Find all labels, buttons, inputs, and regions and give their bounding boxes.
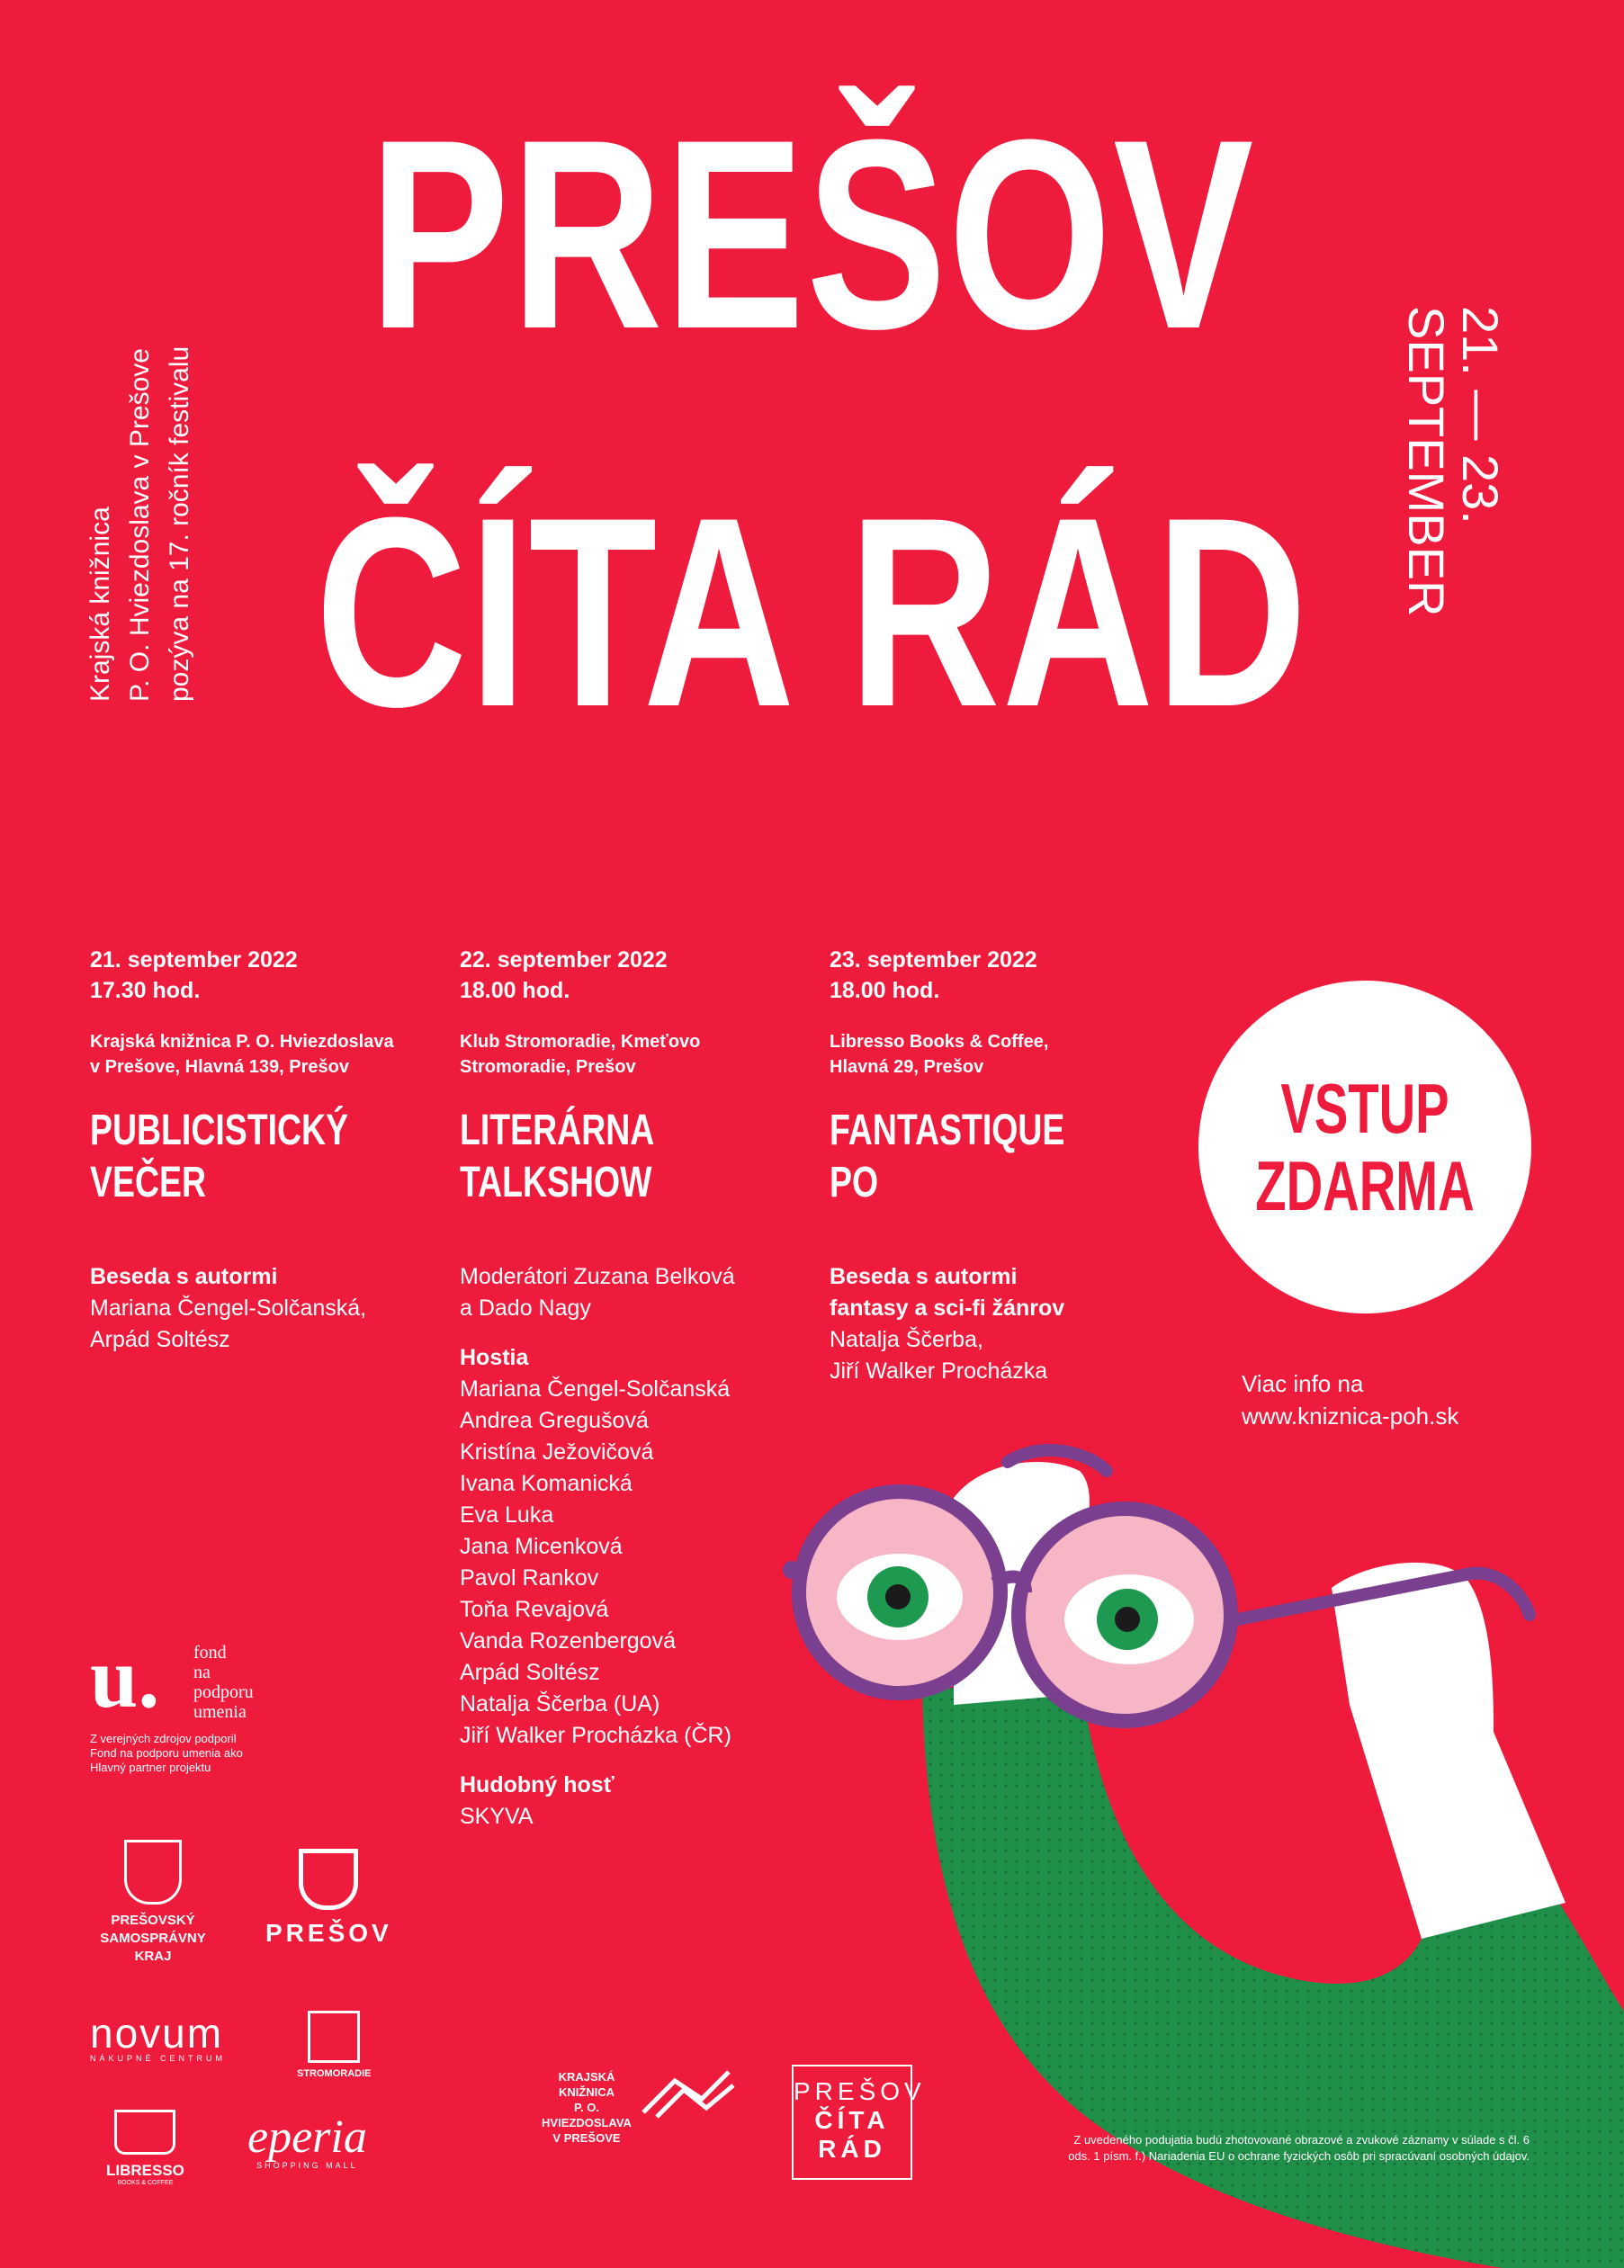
moderators-line-1: Moderátori Zuzana Belková bbox=[460, 1264, 735, 1289]
event-time: 18.00 hod. bbox=[830, 978, 940, 1003]
guest-name: Jiří Walker Procházka (ČR) bbox=[460, 1723, 731, 1748]
stromoradie-logo bbox=[297, 2011, 372, 2079]
event-desc-line-1: Natalja Ščerba, bbox=[830, 1327, 983, 1352]
right-pupil bbox=[1115, 1607, 1140, 1632]
legal-line-1: Z uvedeného podujatia budú zhotovované obrazové a zvukové záznamy v súlade s čl. 6 bbox=[1073, 2133, 1530, 2147]
event-title-line-2: TALKSHOW bbox=[460, 1159, 652, 1206]
event-date: 23. september 2022 bbox=[830, 947, 1037, 973]
libresso-logo bbox=[106, 2110, 184, 2186]
event-desc-heading-1: Beseda s autormi bbox=[830, 1264, 1018, 1289]
event-place-line-1: Krajská knižnica P. O. Hviezdoslava bbox=[90, 1032, 394, 1052]
event-title bbox=[90, 1105, 371, 1209]
pcr-line-1: PREŠOV bbox=[794, 2077, 926, 2105]
event-description bbox=[830, 1261, 1189, 1387]
event-desc-line-1: Mariana Čengel-Solčanská, bbox=[90, 1295, 367, 1321]
guest-name: Arpád Soltész bbox=[460, 1660, 600, 1685]
event-column-2 bbox=[460, 945, 820, 1833]
fpu-note bbox=[90, 1732, 324, 1775]
guest-name: Vanda Rozenbergová bbox=[460, 1628, 676, 1654]
fond-na-podporu-umenia-logo bbox=[90, 1629, 254, 1774]
event-desc-line-2: Jiří Walker Procházka bbox=[830, 1358, 1048, 1384]
intro-line-2: P. O. Hviezdoslava v Prešove bbox=[125, 348, 155, 702]
fpu-note-line-1: Z verejných zdrojov podporil bbox=[90, 1732, 237, 1745]
event-description bbox=[90, 1261, 450, 1356]
title-line-2: ČÍTA RÁD bbox=[315, 461, 1309, 763]
guests-heading: Hostia bbox=[460, 1345, 529, 1370]
presov-shield-icon bbox=[299, 1849, 358, 1910]
event-music-guest bbox=[460, 1770, 820, 1833]
guest-name: Andrea Gregušová bbox=[460, 1408, 649, 1433]
eperia-text: eperia bbox=[247, 2111, 367, 2163]
event-date: 21. september 2022 bbox=[90, 947, 298, 973]
guest-name: Eva Luka bbox=[460, 1502, 554, 1528]
guest-name: Toňa Revajová bbox=[460, 1597, 609, 1622]
guest-name: Natalja Ščerba (UA) bbox=[460, 1691, 660, 1717]
badge-line-1: VSTUP bbox=[1280, 1069, 1449, 1148]
event-title-line-1: PUBLICISTICKÝ bbox=[90, 1107, 349, 1154]
guest-name: Mariana Čengel-Solčanská bbox=[460, 1376, 731, 1402]
legal-line-2: ods. 1 písm. f.) Nariadenia EU o ochrane fyzických osôb pri spracúvaní osobných údajov. bbox=[1068, 2149, 1530, 2163]
libresso-subtext: BOOKS & COFFEE bbox=[117, 2180, 174, 2186]
psk-logo bbox=[90, 1840, 216, 1966]
kk-line-2: P. O. HVIEZDOSLAVA bbox=[542, 2101, 632, 2129]
cup-icon bbox=[114, 2110, 175, 2155]
pcr-line-2: ČÍTA bbox=[814, 2106, 890, 2134]
eperia-logo bbox=[247, 2111, 367, 2170]
psk-line-3: KRAJ bbox=[134, 1949, 172, 1964]
event-place-line-2: Hlavná 29, Prešov bbox=[830, 1057, 984, 1077]
presov-cita-rad-logo bbox=[792, 2065, 926, 2180]
festival-dates bbox=[1399, 306, 1507, 616]
event-time: 18.00 hod. bbox=[460, 978, 570, 1003]
pcr-line-3: RÁD bbox=[818, 2135, 886, 2163]
eperia-subtext: SHOPPING MALL bbox=[256, 2161, 358, 2170]
guest-name: Ivana Komanická bbox=[460, 1471, 633, 1496]
presov-city-logo bbox=[265, 1849, 392, 1948]
event-place-line-1: Libresso Books & Coffee, bbox=[830, 1032, 1049, 1052]
fpu-line-1: fond bbox=[193, 1643, 227, 1663]
guest-name: Jana Micenková bbox=[460, 1534, 623, 1559]
event-place bbox=[830, 1029, 1189, 1080]
event-moderators bbox=[460, 1261, 820, 1324]
event-date: 22. september 2022 bbox=[460, 947, 668, 973]
fpu-line-3: umenia bbox=[193, 1702, 247, 1722]
event-desc-heading-2: fantasy a sci-fi žánrov bbox=[830, 1295, 1065, 1321]
event-desc-heading: Beseda s autormi bbox=[90, 1264, 278, 1289]
intro-line-1: Krajská knižnica bbox=[85, 506, 115, 702]
fpu-name bbox=[193, 1643, 254, 1722]
presov-logo-text: PREŠOV bbox=[265, 1919, 392, 1947]
fpu-line-2: na podporu bbox=[193, 1663, 254, 1702]
psk-line-2: SAMOSPRÁVNY bbox=[100, 1931, 206, 1946]
free-entry-badge bbox=[1198, 981, 1531, 1313]
guest-name: Kristína Ježovičová bbox=[460, 1439, 654, 1465]
krajska-kniznica-logo bbox=[533, 2069, 641, 2146]
fpu-note-line-3: Hlavný partner projektu bbox=[90, 1761, 211, 1774]
website-link[interactable]: www.kniznica-poh.sk bbox=[1242, 1403, 1459, 1430]
event-time: 17.30 hod. bbox=[90, 978, 201, 1003]
music-name: SKYVA bbox=[460, 1804, 534, 1829]
event-title bbox=[830, 1105, 1110, 1209]
more-info-label: Viac info na bbox=[1242, 1370, 1364, 1397]
intro-text bbox=[81, 346, 200, 702]
left-pupil bbox=[885, 1584, 911, 1609]
event-title-line-1: LITERÁRNA bbox=[460, 1107, 655, 1154]
event-place-line-2: v Prešove, Hlavná 139, Prešov bbox=[90, 1057, 349, 1077]
libresso-text: LIBRESSO bbox=[106, 2162, 184, 2179]
event-place bbox=[460, 1029, 820, 1080]
novum-subtext: NÁKUPNÉ CENTRUM bbox=[90, 2054, 227, 2063]
green-sleeve bbox=[922, 1673, 1624, 2268]
legal-notice bbox=[981, 2132, 1530, 2165]
psk-crest-icon bbox=[124, 1840, 182, 1905]
psk-line-1: PREŠOVSKÝ bbox=[111, 1913, 195, 1928]
dates-line-1: 21. — 23. bbox=[1452, 306, 1509, 524]
event-column-1 bbox=[90, 945, 450, 1356]
novum-text: novum bbox=[90, 2010, 224, 2057]
book-icon bbox=[639, 2067, 738, 2121]
moderators-line-2: a Dado Nagy bbox=[460, 1295, 591, 1321]
kk-text bbox=[533, 2069, 641, 2146]
novum-logo bbox=[90, 2010, 227, 2063]
hinge-left bbox=[783, 1561, 801, 1579]
event-place-line-2: Stromoradie, Prešov bbox=[460, 1057, 636, 1077]
event-place-line-1: Klub Stromoradie, Kmeťovo bbox=[460, 1032, 701, 1052]
event-title-line-2: VEČER bbox=[90, 1159, 206, 1206]
event-title-line-1: FANTASTIQUE bbox=[830, 1107, 1065, 1154]
kk-line-1: KRAJSKÁ KNIŽNICA bbox=[558, 2070, 615, 2099]
fpu-letter: u. bbox=[90, 1629, 160, 1726]
event-place bbox=[90, 1029, 450, 1080]
stromoradie-icon bbox=[308, 2011, 360, 2063]
stromoradie-text: STROMORADIE bbox=[297, 2068, 372, 2079]
event-column-3 bbox=[830, 945, 1189, 1387]
badge-line-2: ZDARMA bbox=[1255, 1146, 1475, 1225]
event-title bbox=[460, 1105, 740, 1209]
event-guests bbox=[460, 1342, 820, 1752]
intro-line-3: pozýva na 17. ročník festivalu bbox=[165, 345, 194, 702]
event-title-line-2: PO bbox=[830, 1159, 879, 1206]
kk-line-3: V PREŠOVE bbox=[552, 2131, 621, 2145]
title-line-1: PREŠOV bbox=[369, 83, 1255, 385]
fpu-note-line-2: Fond na podporu umenia ako bbox=[90, 1746, 243, 1760]
guest-name: Pavol Rankov bbox=[460, 1565, 599, 1591]
music-heading: Hudobný hosť bbox=[460, 1772, 615, 1797]
event-desc-line-2: Arpád Soltész bbox=[90, 1327, 230, 1352]
dates-line-2: SEPTEMBER bbox=[1398, 306, 1455, 617]
more-info bbox=[1242, 1367, 1458, 1432]
